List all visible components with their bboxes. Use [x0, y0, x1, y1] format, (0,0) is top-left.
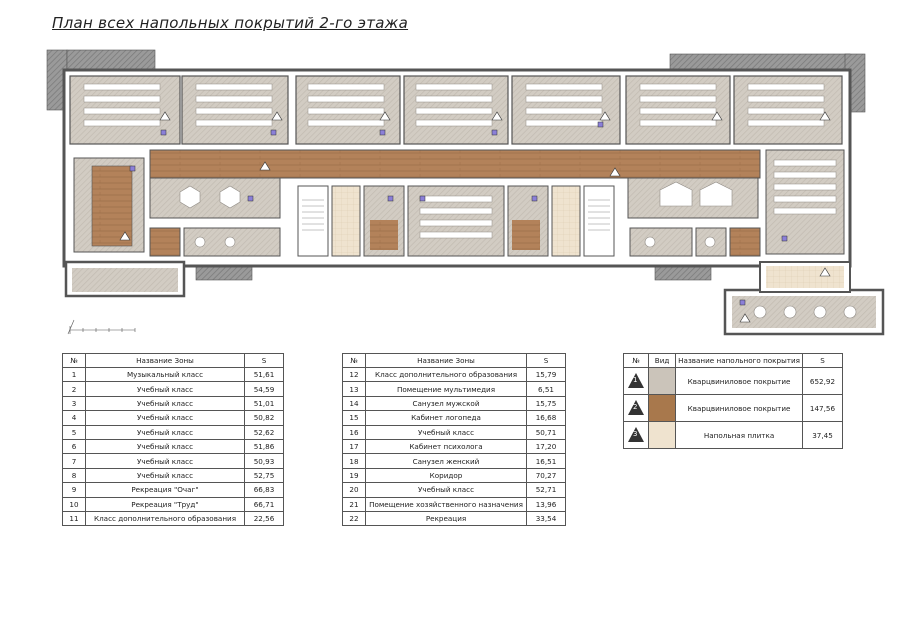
room-number: 13 — [343, 382, 366, 396]
table-row — [343, 497, 566, 511]
room-area: 15,75 — [527, 396, 566, 410]
room-area: 66,83 — [245, 483, 284, 497]
room-number: 18 — [343, 454, 366, 468]
col-name: Название напольного покрытия — [676, 354, 803, 368]
floor-area: 652,92 — [802, 368, 842, 395]
table-row — [63, 368, 284, 382]
room-name: Класс дополнительного образования — [366, 368, 527, 382]
room-name: Помещение мультимедия — [366, 382, 527, 396]
room-number: 12 — [343, 368, 366, 382]
floor-marker-cell — [624, 422, 649, 449]
room-number: 14 — [343, 396, 366, 410]
page-title: План всех напольных покрытий 2-го этажа — [52, 14, 409, 32]
floor-marker-cell — [624, 368, 649, 395]
room-name: Учебный класс — [366, 425, 527, 439]
room-number: 21 — [343, 497, 366, 511]
table-row — [343, 425, 566, 439]
room-area: 13,96 — [527, 497, 566, 511]
table-row — [624, 422, 843, 449]
floor-swatch — [648, 368, 675, 395]
table-header-row — [343, 354, 566, 368]
room-area: 51,86 — [245, 439, 284, 453]
room-area: 51,61 — [245, 368, 284, 382]
col-area: S — [245, 354, 284, 368]
table-row — [63, 396, 284, 410]
room-number: 7 — [63, 454, 86, 468]
room-number: 11 — [63, 511, 86, 525]
room-number: 8 — [63, 468, 86, 482]
table-row — [63, 382, 284, 396]
rooms-table-right — [342, 353, 566, 526]
room-name: Учебный класс — [86, 439, 245, 453]
room-name: Рекреация — [366, 511, 527, 525]
room-number: 10 — [63, 497, 86, 511]
room-area: 50,71 — [527, 425, 566, 439]
room-area: 52,71 — [527, 483, 566, 497]
restroom-male — [332, 186, 360, 256]
table-row — [63, 511, 284, 525]
room-name: Учебный класс — [86, 454, 245, 468]
corridor — [150, 150, 760, 178]
room-name: Учебный класс — [86, 396, 245, 410]
room-area: 66,71 — [245, 497, 284, 511]
floor-number: 3 — [632, 429, 638, 438]
room-name: Учебный класс — [86, 425, 245, 439]
recreation-22 — [630, 228, 692, 256]
room-number: 15 — [343, 411, 366, 425]
floor-types-table — [623, 353, 843, 449]
floor-name: Напольная плитка — [676, 422, 803, 449]
table-row — [624, 368, 843, 395]
col-num: № — [63, 354, 86, 368]
room-area: 15,79 — [527, 368, 566, 382]
room-area: 54,59 — [245, 382, 284, 396]
room-area: 17,20 — [527, 439, 566, 453]
room-name: Учебный класс — [86, 468, 245, 482]
room-area: 50,93 — [245, 454, 284, 468]
room-name: Кабинет психолога — [366, 439, 527, 453]
room-name: Помещение хозяйственного назначения — [366, 497, 527, 511]
room-name: Рекреация "Очаг" — [86, 483, 245, 497]
scale-bar — [68, 320, 135, 334]
room-name: Класс дополнительного образования — [86, 511, 245, 525]
floor-number: 1 — [632, 375, 638, 384]
room-number: 19 — [343, 468, 366, 482]
wood-floor — [512, 220, 540, 250]
room-area: 6,51 — [527, 382, 566, 396]
recreation-trud — [628, 178, 758, 218]
room-number: 4 — [63, 411, 86, 425]
restroom-female — [552, 186, 580, 256]
col-num: № — [343, 354, 366, 368]
room-number: 3 — [63, 396, 86, 410]
room-number: 9 — [63, 483, 86, 497]
room-area: 33,54 — [527, 511, 566, 525]
table-header-row — [63, 354, 284, 368]
room-area: 52,75 — [245, 468, 284, 482]
table-row — [63, 454, 284, 468]
room-name: Учебный класс — [86, 411, 245, 425]
room-number: 20 — [343, 483, 366, 497]
table-row — [343, 396, 566, 410]
room-name: Кабинет логопеда — [366, 411, 527, 425]
room-area: 52,62 — [245, 425, 284, 439]
room-name: Санузел женский — [366, 454, 527, 468]
room-name: Рекреация "Труд" — [86, 497, 245, 511]
table-row — [63, 483, 284, 497]
room-number: 2 — [63, 382, 86, 396]
col-area: S — [802, 354, 842, 368]
annex-floor — [766, 266, 844, 288]
table-row — [624, 395, 843, 422]
floor-area: 147,56 — [802, 395, 842, 422]
col-name: Название Зоны — [86, 354, 245, 368]
floor-swatch — [648, 422, 675, 449]
floor-name: Кварцвиниловое покрытие — [676, 368, 803, 395]
room-area: 16,51 — [527, 454, 566, 468]
room-name: Коридор — [366, 468, 527, 482]
table-row — [343, 468, 566, 482]
stairs-right — [584, 186, 614, 256]
table-row — [63, 411, 284, 425]
room-number: 17 — [343, 439, 366, 453]
table-row — [343, 483, 566, 497]
room-area: 70,27 — [527, 468, 566, 482]
col-num: № — [624, 354, 649, 368]
floor-area: 37,45 — [802, 422, 842, 449]
table-row — [343, 454, 566, 468]
room-number: 16 — [343, 425, 366, 439]
wood-floor — [370, 220, 398, 250]
col-name: Название Зоны — [366, 354, 527, 368]
room-number: 6 — [63, 439, 86, 453]
table-row — [63, 439, 284, 453]
table-row — [343, 368, 566, 382]
room-number: 5 — [63, 425, 86, 439]
col-swatch: Вид — [648, 354, 675, 368]
room-number: 22 — [343, 511, 366, 525]
table-row — [63, 497, 284, 511]
room-area: 50,82 — [245, 411, 284, 425]
triangle-marker-icon — [628, 400, 644, 415]
floor-swatch — [648, 395, 675, 422]
table-row — [343, 411, 566, 425]
col-area: S — [527, 354, 566, 368]
triangle-marker-icon — [628, 373, 644, 388]
triangle-marker-icon — [628, 427, 644, 442]
floor-number: 2 — [632, 402, 638, 411]
room-name: Учебный класс — [86, 382, 245, 396]
multimedia-room — [730, 228, 760, 256]
recreation-ochag — [150, 178, 280, 218]
room-name: Учебный класс — [366, 483, 527, 497]
table-row — [343, 382, 566, 396]
room-area: 22,56 — [245, 511, 284, 525]
table-row — [343, 439, 566, 453]
room-name: Музыкальный класс — [86, 368, 245, 382]
floor-name: Кварцвиниловое покрытие — [676, 395, 803, 422]
balcony-floor — [72, 268, 178, 292]
extra-class-11 — [150, 228, 180, 256]
room-area: 51,01 — [245, 396, 284, 410]
table-row — [63, 425, 284, 439]
floor-marker-cell — [624, 395, 649, 422]
table-header-row — [624, 354, 843, 368]
rooms-table-left — [62, 353, 284, 526]
room-name: Санузел мужской — [366, 396, 527, 410]
room-area: 16,68 — [527, 411, 566, 425]
table-row — [63, 468, 284, 482]
table-row — [343, 511, 566, 525]
room-number: 1 — [63, 368, 86, 382]
stairs-left — [298, 186, 328, 256]
